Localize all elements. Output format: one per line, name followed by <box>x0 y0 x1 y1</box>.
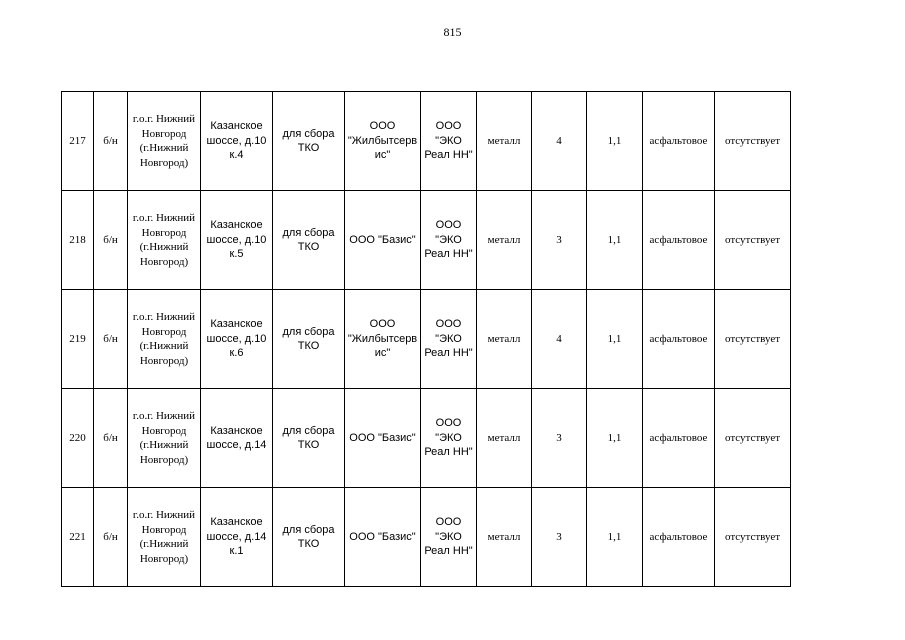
owner-cell: ООО "Базис" <box>345 389 421 488</box>
material-cell: металл <box>477 488 532 587</box>
table-row <box>62 488 791 587</box>
no-number-mark: б/н <box>94 191 128 290</box>
no-number-mark: б/н <box>94 488 128 587</box>
fence-cell: отсутствует <box>715 191 791 290</box>
container-volume-cell: 1,1 <box>587 92 643 191</box>
owner-cell: ООО "Базис" <box>345 488 421 587</box>
material-cell: металл <box>477 92 532 191</box>
surface-cell: асфальтовое <box>643 191 715 290</box>
address-cell: Казанское шоссе, д.10 к.5 <box>201 191 273 290</box>
surface-cell: асфальтовое <box>643 389 715 488</box>
owner-cell: ООО "Базис" <box>345 191 421 290</box>
operator-cell: ООО "ЭКО Реал НН" <box>421 389 477 488</box>
purpose-cell: для сбора ТКО <box>273 191 345 290</box>
row-number: 217 <box>62 92 94 191</box>
container-count-cell: 3 <box>532 191 587 290</box>
container-count-cell: 4 <box>532 290 587 389</box>
locality-cell: г.о.г. Нижний Новгород (г.Нижний Новгород) <box>128 290 201 389</box>
purpose-cell: для сбора ТКО <box>273 389 345 488</box>
table-row <box>62 191 791 290</box>
locality-cell: г.о.г. Нижний Новгород (г.Нижний Новгород) <box>128 92 201 191</box>
operator-cell: ООО "ЭКО Реал НН" <box>421 191 477 290</box>
row-number: 220 <box>62 389 94 488</box>
no-number-mark: б/н <box>94 290 128 389</box>
address-cell: Казанское шоссе, д.14 <box>201 389 273 488</box>
address-cell: Казанское шоссе, д.14 к.1 <box>201 488 273 587</box>
table-row <box>62 389 791 488</box>
operator-cell: ООО "ЭКО Реал НН" <box>421 92 477 191</box>
container-volume-cell: 1,1 <box>587 488 643 587</box>
owner-cell: ООО "Жилбытсерв ис" <box>345 290 421 389</box>
row-number: 218 <box>62 191 94 290</box>
container-volume-cell: 1,1 <box>587 290 643 389</box>
fence-cell: отсутствует <box>715 290 791 389</box>
operator-cell: ООО "ЭКО Реал НН" <box>421 290 477 389</box>
locality-cell: г.о.г. Нижний Новгород (г.Нижний Новгород) <box>128 191 201 290</box>
container-volume-cell: 1,1 <box>587 191 643 290</box>
fence-cell: отсутствует <box>715 389 791 488</box>
row-number: 221 <box>62 488 94 587</box>
owner-cell: ООО "Жилбытсерв ис" <box>345 92 421 191</box>
material-cell: металл <box>477 389 532 488</box>
operator-cell: ООО "ЭКО Реал НН" <box>421 488 477 587</box>
surface-cell: асфальтовое <box>643 290 715 389</box>
page-number: 815 <box>443 25 462 39</box>
table-row <box>62 92 791 191</box>
purpose-cell: для сбора ТКО <box>273 92 345 191</box>
material-cell: металл <box>477 191 532 290</box>
fence-cell: отсутствует <box>715 488 791 587</box>
locality-cell: г.о.г. Нижний Новгород (г.Нижний Новгород) <box>128 389 201 488</box>
purpose-cell: для сбора ТКО <box>273 488 345 587</box>
purpose-cell: для сбора ТКО <box>273 290 345 389</box>
fence-cell: отсутствует <box>715 92 791 191</box>
no-number-mark: б/н <box>94 92 128 191</box>
table-row <box>62 290 791 389</box>
container-count-cell: 4 <box>532 92 587 191</box>
locality-cell: г.о.г. Нижний Новгород (г.Нижний Новгород) <box>128 488 201 587</box>
address-cell: Казанское шоссе, д.10 к.6 <box>201 290 273 389</box>
container-count-cell: 3 <box>532 389 587 488</box>
row-number: 219 <box>62 290 94 389</box>
registry-table <box>61 91 791 587</box>
surface-cell: асфальтовое <box>643 92 715 191</box>
container-count-cell: 3 <box>532 488 587 587</box>
container-volume-cell: 1,1 <box>587 389 643 488</box>
no-number-mark: б/н <box>94 389 128 488</box>
surface-cell: асфальтовое <box>643 488 715 587</box>
address-cell: Казанское шоссе, д.10 к.4 <box>201 92 273 191</box>
material-cell: металл <box>477 290 532 389</box>
